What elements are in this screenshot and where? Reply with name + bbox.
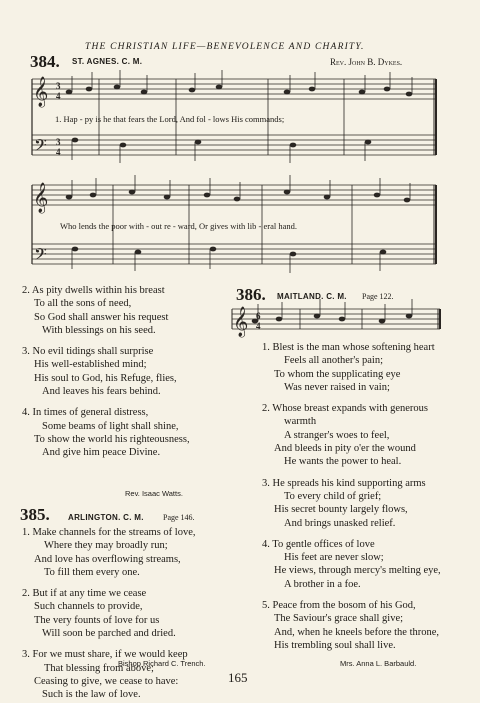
verse: 1. Blest is the man whose softening heart Feels all another's pain; To whom the supplicating eye Was never raised in vain; [262,342,435,393]
staff-384-2-bass [32,244,436,264]
hymn-384-author: Rev. Isaac Watts. [125,489,183,498]
hymn-386-tune: MAITLAND. C. M. [277,292,347,301]
svg-text:4: 4 [56,147,61,157]
svg-text:3: 3 [56,81,61,91]
hymn-384-verses [22,284,190,460]
bass-clef-icon: 𝄢 [34,244,47,268]
treble-clef-icon: 𝄞 [33,183,49,213]
svg-text:4: 4 [56,91,61,101]
staff-386 [232,309,440,329]
hymn-386-author: Mrs. Anna L. Barbauld. [340,659,417,668]
staff-384-1-bass [32,135,436,155]
hymn-384-lyric-line-1: 1. Hap - py is he that fears the Lord, And fol - lows His commands; [55,114,285,124]
verse: 4. To gentle offices of love His feet are never slow; He views, through mercy's melting eye, A brother in a foe. [262,538,441,590]
hymn-384-lyric-line-2: Who lends the poor with - out re - ward, Or gives with lib - eral hand. [60,221,297,231]
svg-text:4: 4 [256,321,261,331]
verse: 5. Peace from the bosom of his God, The Saviour's grace shall give; And, when he kneels before the throne, His trembling soul shall live. [262,600,440,651]
hymn-384-tune: ST. AGNES. C. M. [72,57,143,66]
treble-clef-icon: 𝄞 [33,77,49,107]
hymn-384-composer: Rev. John B. Dykes. [330,57,403,67]
staff-384-1-treble [32,79,436,99]
verse: 4. In times of general distress, Some beams of light shall shine, To show the world his righteousness, And give him peace Divine. [22,407,190,459]
hymn-386-number: 386. [236,285,266,304]
verse: 3. For we must share, if we would keep That blessing from above; Ceasing to give, we cease to have: Such is the law of love. [22,649,188,701]
verse: 3. No evil tidings shall surprise His well-established mind; His soul to God, his Refuge, flies, And leaves his fears behind. [22,346,177,398]
hymn-386-verses [262,341,441,652]
hymn-384-number: 384. [30,52,60,71]
hymn-385-page-ref: Page 146. [163,513,195,522]
page-number: 165 [228,670,248,685]
verse: 2. Whose breast expands with generous warmth A stranger's woes to feel, And bleeds in pity o'er the wound He wants the power to heal. [262,403,429,468]
bass-clef-icon: 𝄢 [34,135,47,159]
hymn-386-page-ref: Page 122. [362,292,394,301]
hymn-385-number: 385. [20,505,50,524]
verse: 1. Make channels for the streams of love, Where they may broadly run; And love has overflowing streams, To fill them every one. [22,527,196,578]
hymn-385-verses [22,526,196,702]
svg-text:6: 6 [256,311,261,321]
verse: 2. But if at any time we cease Such channels to provide, The very founts of love for us Will soon be parched and dried. [22,588,176,640]
svg-text:3: 3 [56,137,61,147]
hymn-385-tune: ARLINGTON. C. M. [68,513,144,522]
hymn-385-author: Bishop Richard C. Trench. [118,659,206,668]
treble-clef-icon: 𝄞 [233,307,249,337]
verse: 2. As pity dwells within his breast To all the sons of need, So God shall answer his request With blessings on his seed. [22,285,169,336]
running-header: THE CHRISTIAN LIFE—BENEVOLENCE AND CHARITY. [85,42,365,52]
verse: 3. He spreads his kind supporting arms To every child of grief; His secret bounty largely flows, And brings unasked relief. [262,477,426,529]
